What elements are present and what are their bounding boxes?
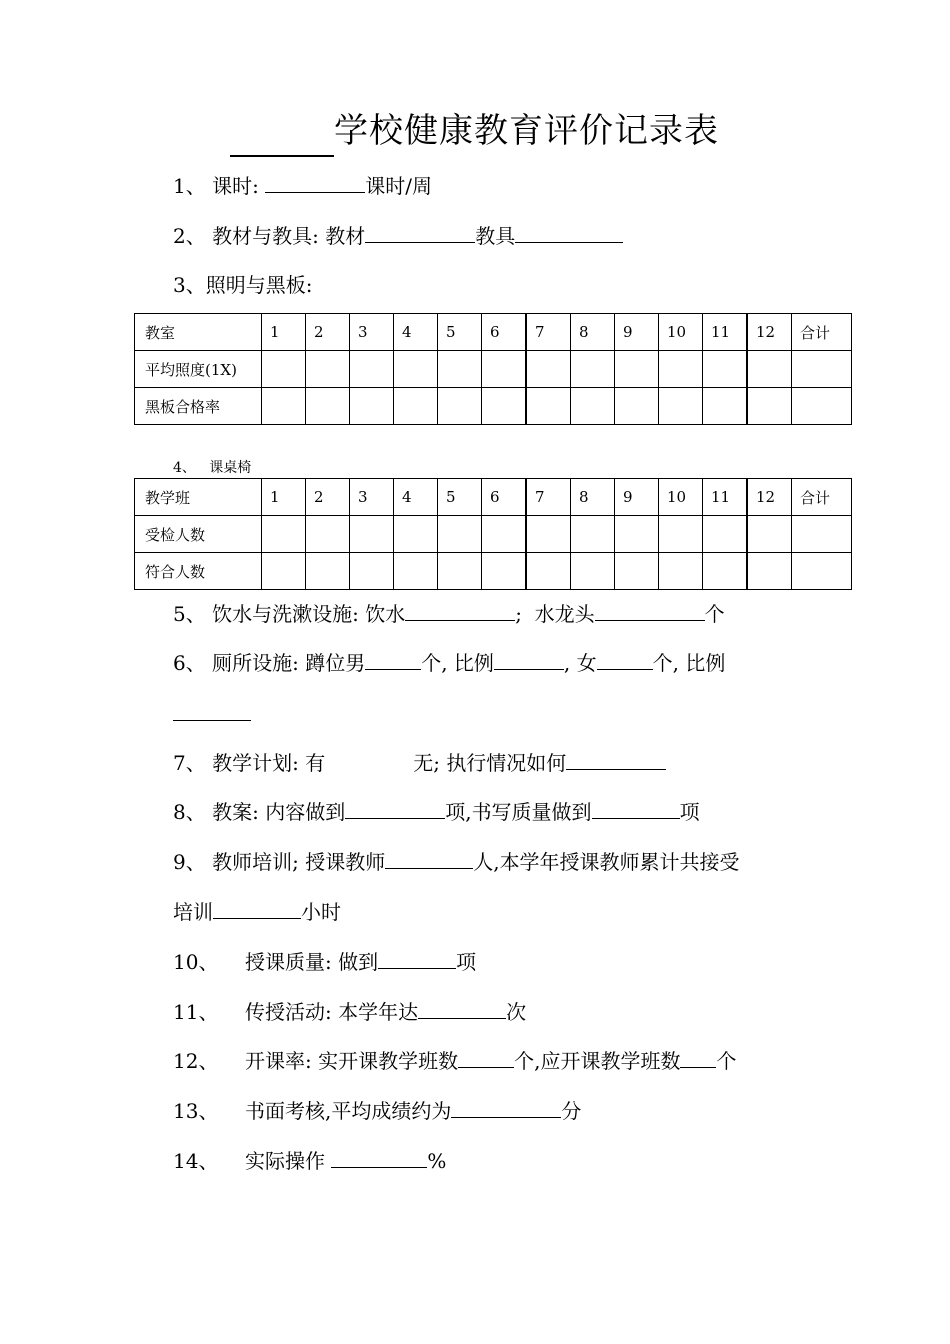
column-header: 3 [350,314,394,351]
unit-text: 项 [679,800,700,824]
table-cell[interactable] [792,553,852,590]
table-cell[interactable] [350,388,394,425]
item-5 [173,602,725,626]
unit-text: % [427,1149,447,1173]
table-cell[interactable] [571,388,615,425]
average-score-blank[interactable] [451,1099,561,1118]
female-label: 女 [576,651,597,675]
item-label: 实际操作 [245,1149,325,1173]
training-hours-blank[interactable] [213,900,301,919]
item-9-continued [173,900,341,924]
item-12 [173,1049,736,1073]
table-cell[interactable] [747,553,792,590]
separator: , [563,651,571,675]
column-header: 4 [394,479,438,516]
unit-text: 人, [473,850,500,874]
table-cell[interactable] [703,388,748,425]
table-cell[interactable] [306,553,350,590]
drinking-water-blank[interactable] [405,602,515,621]
table-cell[interactable] [350,553,394,590]
table-cell[interactable] [350,516,394,553]
column-header: 3 [350,479,394,516]
table-cell[interactable] [747,351,792,388]
writing-quality-blank[interactable] [592,800,680,819]
item-number: 11、 [173,1000,219,1024]
content-blank[interactable] [345,800,445,819]
table-row [135,388,852,425]
practical-blank[interactable] [331,1149,427,1168]
item-number: 1、 [173,174,206,198]
column-header: 12 [747,314,792,351]
female-squat-blank[interactable] [597,651,653,670]
item-9 [173,850,740,874]
table-cell[interactable] [747,516,792,553]
actual-classes-blank[interactable] [458,1049,514,1068]
table-row [135,516,852,553]
item-label: 课桌椅 [209,460,252,476]
item-label: 教学计划: [212,751,299,775]
item-number: 3、 [173,273,206,297]
item-number: 8、 [173,800,206,824]
required-classes-label: 应开课教学班数 [540,1049,681,1073]
column-header: 2 [306,479,350,516]
female-ratio-blank[interactable] [173,702,251,721]
table-cell[interactable] [482,388,527,425]
table-cell[interactable] [350,351,394,388]
faucet-blank[interactable] [595,602,705,621]
item-label: 教案: [212,800,259,824]
table-cell[interactable] [526,388,571,425]
item-label: 照明与黑板: [205,273,313,297]
table-header-row [135,314,852,351]
table-cell[interactable] [438,553,482,590]
item-label: 传授活动: [245,1000,332,1024]
option-no[interactable]: 无; [413,751,440,775]
unit-text: 分 [561,1099,582,1123]
unit-text: 个 [716,1049,737,1073]
table-cell[interactable] [482,553,527,590]
item-number: 6、 [173,651,206,675]
male-squat-label: 蹲位男 [305,651,366,675]
column-header: 10 [659,314,703,351]
title-underline [230,155,334,157]
table-cell[interactable] [571,351,615,388]
faucet-unit: 个 [704,602,725,626]
item-number: 7、 [173,751,206,775]
table-cell[interactable] [792,388,852,425]
table-cell[interactable] [703,516,748,553]
item-6-continued [173,702,251,726]
table-cell[interactable] [526,351,571,388]
separator: ; [515,602,522,626]
item-10 [173,950,476,974]
item-1 [173,174,432,198]
achieved-blank[interactable] [378,950,456,969]
row-label: 符合人数 [135,553,262,590]
table-row [135,553,852,590]
item-7 [173,751,666,775]
table-cell[interactable] [262,516,306,553]
column-header: 7 [526,479,571,516]
teachers-blank[interactable] [385,850,473,869]
table-cell[interactable] [792,516,852,553]
male-ratio-blank[interactable] [494,651,564,670]
column-header: 1 [262,314,306,351]
textbook-blank[interactable] [365,224,475,243]
table-cell[interactable] [394,516,438,553]
table-cell[interactable] [526,553,571,590]
item-label: 教师培训; [212,850,299,874]
required-classes-blank[interactable] [680,1049,716,1068]
desks-table [134,478,852,590]
item-label: 厕所设施: [212,651,299,675]
item-number: 14、 [173,1149,219,1173]
table-cell[interactable] [394,351,438,388]
column-header-total: 合计 [792,479,852,516]
table-cell[interactable] [703,351,748,388]
content-label: 内容做到 [265,800,346,824]
table-cell[interactable] [482,351,527,388]
ratio-label: 比例 [685,651,726,675]
table-cell[interactable] [615,553,659,590]
row-label: 黑板合格率 [135,388,262,425]
table-cell[interactable] [571,516,615,553]
achieved-label: 做到 [338,950,379,974]
execution-label: 执行情况如何 [446,751,567,775]
column-header: 9 [615,479,659,516]
teaching-aids-blank[interactable] [515,224,623,243]
item-label: 书面考核, [245,1099,332,1123]
column-header: 10 [659,479,703,516]
item-13 [173,1099,581,1123]
table-cell[interactable] [262,351,306,388]
table-cell[interactable] [615,388,659,425]
column-header: 1 [262,479,306,516]
column-header: 11 [703,479,748,516]
table-cell[interactable] [747,388,792,425]
hours-suffix: 课时/周 [365,174,432,198]
teaching-aids-label: 教具 [475,224,516,248]
activities-blank[interactable] [418,1000,506,1019]
table-cell[interactable] [615,351,659,388]
column-header-total: 合计 [792,314,852,351]
column-header: 2 [306,314,350,351]
table-cell[interactable] [792,351,852,388]
item-11 [173,1000,526,1024]
table-cell[interactable] [526,516,571,553]
teachers-label: 授课教师 [305,850,386,874]
item-6 [173,651,725,675]
page-title: 学校健康教育评价记录表 [334,111,719,151]
lighting-table [134,313,852,425]
item-2 [173,224,623,248]
column-header: 11 [703,314,748,351]
item-14 [173,1149,446,1173]
column-header: 5 [438,479,482,516]
item-number: 5、 [173,602,206,626]
table-cell[interactable] [438,516,482,553]
column-header: 12 [747,479,792,516]
item-label: 课时: [212,174,259,198]
table-cell[interactable] [571,553,615,590]
training-label: 本学年授课教师累计共接受 [499,850,740,874]
option-yes[interactable]: 有 [305,751,326,775]
table-cell[interactable] [394,388,438,425]
table-cell[interactable] [262,553,306,590]
column-header: 5 [438,314,482,351]
table-cell[interactable] [659,351,703,388]
writing-quality-label: 书写质量做到 [471,800,592,824]
table-cell[interactable] [306,388,350,425]
table-cell[interactable] [438,388,482,425]
column-header: 8 [571,314,615,351]
faucet-label: 水龙头 [534,602,595,626]
table-cell[interactable] [306,516,350,553]
table-cell[interactable] [306,351,350,388]
table-header-cell: 教室 [135,314,262,351]
hours-blank[interactable] [265,174,365,193]
table-cell[interactable] [659,388,703,425]
item-number: 2、 [173,224,206,248]
unit-text: 项, [445,800,472,824]
unit-text: 小时 [301,900,341,924]
item-label: 教材与教具: [212,224,319,248]
item-number: 9、 [173,850,206,874]
execution-blank[interactable] [566,751,666,770]
table-row [135,351,852,388]
item-number: 12、 [173,1049,219,1073]
unit-text: 个, [421,651,448,675]
column-header: 6 [482,314,527,351]
unit-text: 个, [652,651,679,675]
column-header: 4 [394,314,438,351]
table-cell[interactable] [659,553,703,590]
activities-label: 本学年达 [338,1000,419,1024]
row-label: 受检人数 [135,516,262,553]
male-squat-blank[interactable] [365,651,421,670]
unit-text: 个, [514,1049,541,1073]
table-header-row [135,479,852,516]
ratio-label: 比例 [453,651,494,675]
unit-text: 次 [506,1000,527,1024]
item-3 [173,273,312,297]
row-label: 平均照度(1X) [135,351,262,388]
drinking-water-label: 饮水 [365,602,406,626]
table-cell[interactable] [659,516,703,553]
column-header: 8 [571,479,615,516]
table-cell[interactable] [703,553,748,590]
textbook-label: 教材 [325,224,366,248]
actual-classes-label: 实开课教学班数 [318,1049,459,1073]
item-number: 10、 [173,950,219,974]
table-header-cell: 教学班 [135,479,262,516]
item-label: 饮水与洗漱设施: [212,602,359,626]
average-score-label: 平均成绩约为 [331,1099,452,1123]
item-8 [173,800,700,824]
item-number: 13、 [173,1099,219,1123]
item-4 [173,457,251,477]
table-cell[interactable] [394,553,438,590]
table-cell[interactable] [615,516,659,553]
table-cell[interactable] [262,388,306,425]
table-cell[interactable] [482,516,527,553]
table-cell[interactable] [438,351,482,388]
unit-text: 项 [456,950,477,974]
item-label: 授课质量: [245,950,332,974]
training-label-cont: 培训 [173,900,213,924]
item-label: 开课率: [245,1049,312,1073]
item-number: 4、 [173,460,196,476]
column-header: 9 [615,314,659,351]
column-header: 6 [482,479,527,516]
column-header: 7 [526,314,571,351]
